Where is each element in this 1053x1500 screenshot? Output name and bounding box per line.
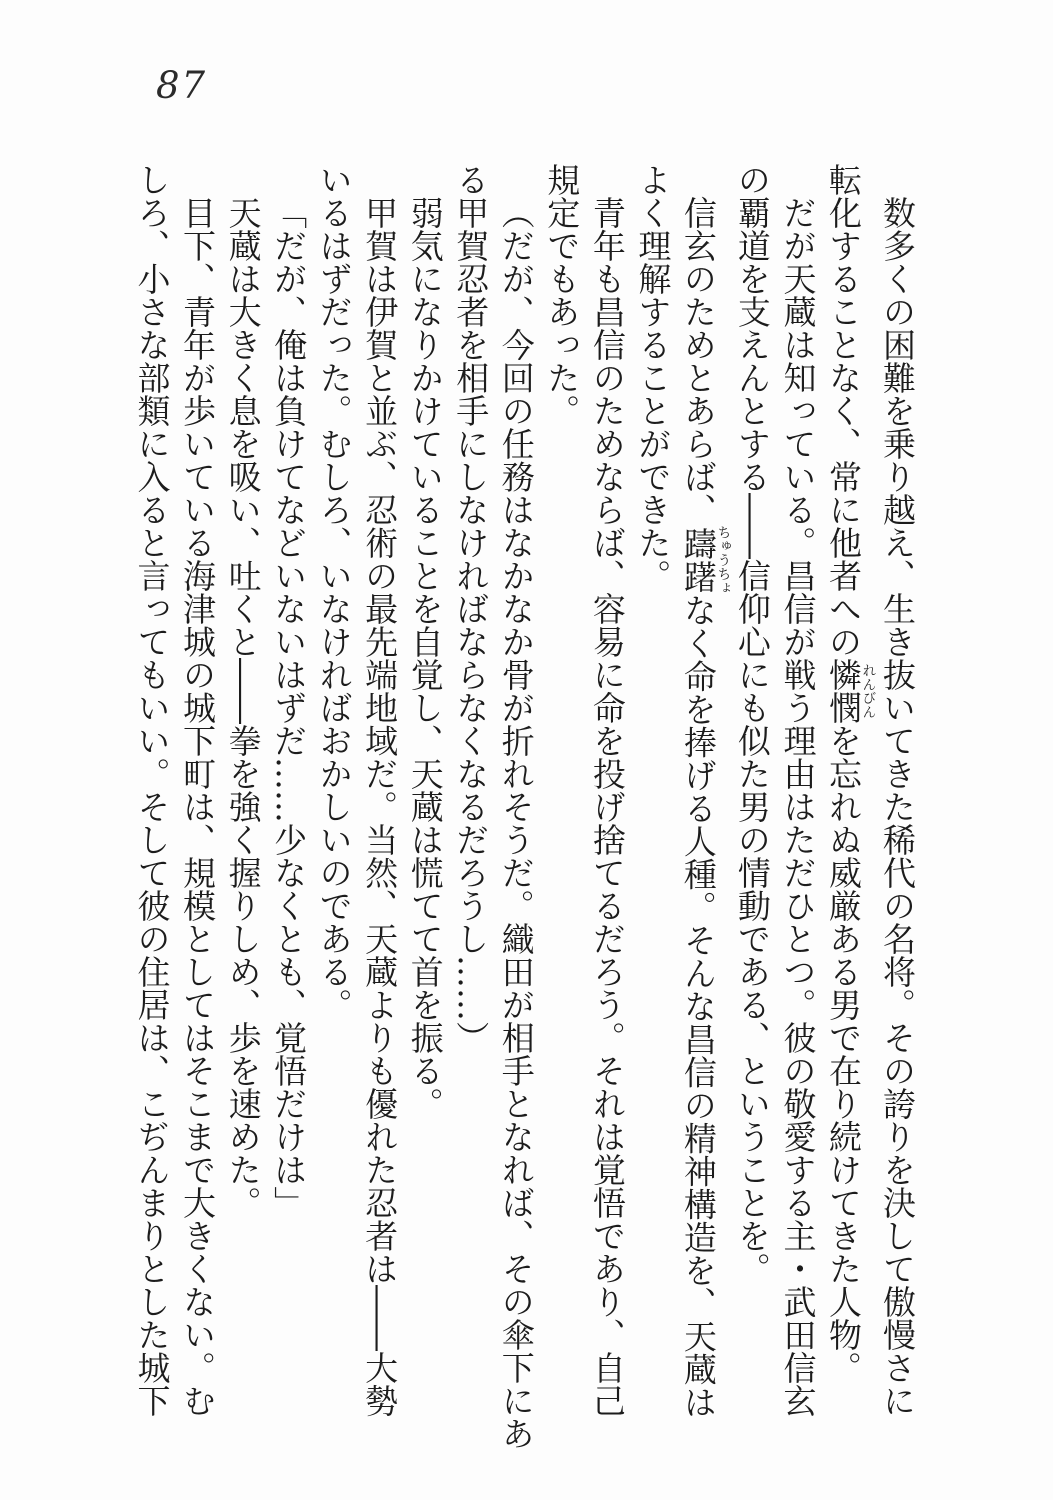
text-line: 転化することなく、常に他者への憐憫れんびんを忘れぬ威厳ある男で在り続けてきた人物。 [823,163,876,1384]
text-line: 青年も昌信のためならば、容易に命を投げ捨てるだろう。それは覚悟であり、自己 [587,196,627,1417]
text-line: 目下、青年が歩いている海津城の城下町は、規模としてはそこまで大きくない。む [178,196,218,1417]
text-line: しろ、小さな部類に入ると言ってもいい。そして彼の住居は、こぢんまりとした城下 [132,163,172,1417]
text-line: 信玄のためとあらば、躊躇ちゅうちょなく命を捧げる人種。そんな昌信の精神構造を、天蔵は [678,196,731,1419]
text-line: よく理解することができた。 [633,163,673,592]
body-text [129,163,920,1458]
text-line: 天蔵は大きく息を吸い、吐くと――拳を強く握りしめ、歩を速めた。 [223,196,263,1219]
text-line: 数多くの困難を乗り越え、生き抜いてきた稀代の名将。その誇りを決して傲慢さに [878,196,917,1417]
ruby-annotated-word: 躊躇ちゅうちょ [678,525,731,595]
ruby-annotated-word: 憐憫れんびん [823,658,876,724]
text-line: いるはずだった。むしろ、いなければおかしいのである。 [314,163,354,1021]
text-line: の覇道を支えんとする――信仰心にも似た男の情動である、ということを。 [732,163,772,1285]
text-line: 規定でもあった。 [542,163,582,427]
text-line: 甲賀は伊賀と並ぶ、忍術の最先端地域だ。当然、天蔵よりも優れた忍者は――大勢 [360,196,400,1417]
text-line: （だが、今回の任務はなかなか骨が折れそうだ。織田が相手となれば、その傘下にあ [496,196,536,1450]
text-line: だが天蔵は知っている。昌信が戦う理由はただひとつ。彼の敬愛する主・武田信玄 [778,196,818,1417]
page-number: 87 [156,64,208,107]
text-line: 弱気になりかけていることを自覚し、天蔵は慌てて首を振る。 [405,196,445,1120]
text-line: る甲賀忍者を相手にしなければならなくなるだろうし……） [451,163,491,1054]
text-line: 「だが、俺は負けてなどいないはずだ……少なくとも、覚悟だけは」 [269,196,309,1219]
